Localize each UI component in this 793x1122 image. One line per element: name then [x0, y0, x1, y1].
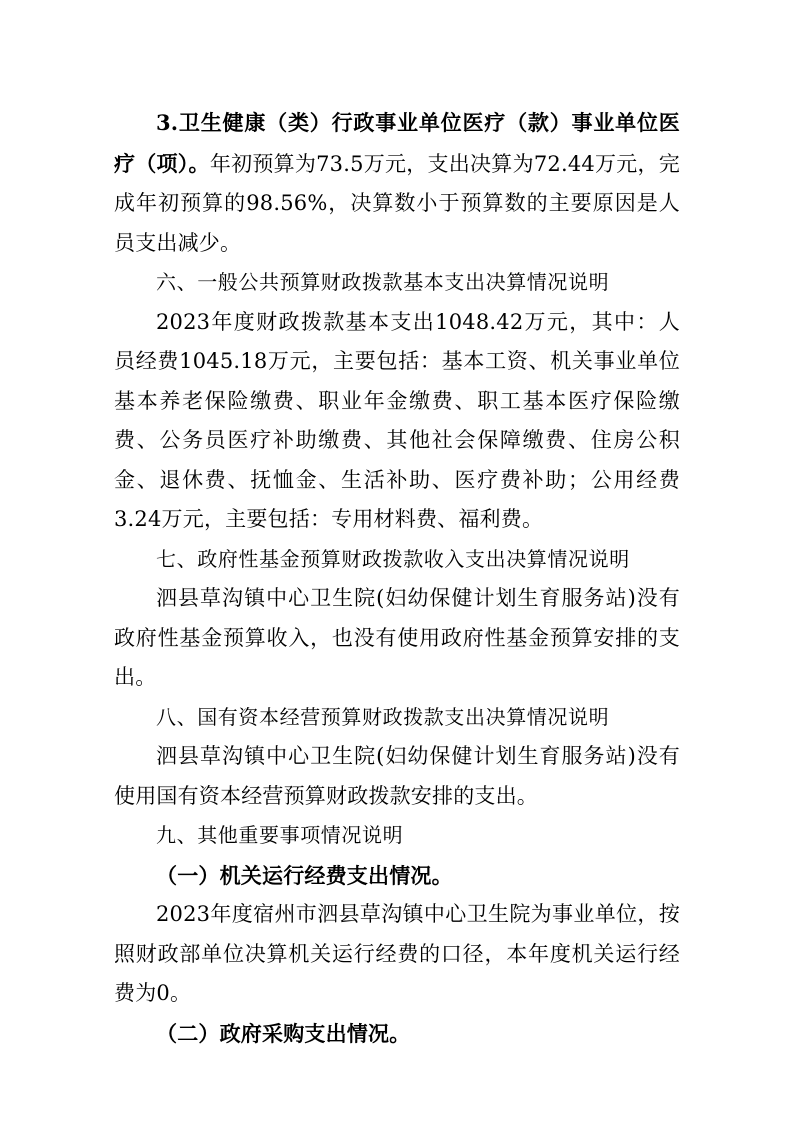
section-9-sub-1-body: 2023年度宿州市泗县草沟镇中心卫生院为事业单位，按照财政部单位决算机关运行经费的口径，本年度机关运行经费为0。 [114, 902, 680, 1005]
section-6-heading: 六、一般公共预算财政拨款基本支出决算情况说明 [156, 270, 610, 294]
item-3-paragraph [114, 103, 680, 263]
section-7-heading: 七、政府性基金预算财政拨款收入支出决算情况说明 [156, 546, 630, 571]
document-body [114, 103, 680, 1053]
section-7-body: 泗县草沟镇中心卫生院(妇幼保健计划生育服务站)没有政府性基金预算收入，也没有使用政府性基金预算安排的支出。 [114, 586, 680, 689]
section-9-sub-2-heading: （二）政府采购支出情况。 [156, 1020, 411, 1046]
section-9-sub-1-heading: （一）机关运行经费支出情况。 [156, 862, 453, 888]
item-3-body: 年初预算为73.5万元，支出决算为72.44万元，完成年初预算的98.56%，决算数小于预算数的主要原因是人员支出减少。 [114, 151, 681, 255]
item-3-title: 3.卫生健康（类）行政事业单位医疗（款）事业单位医疗（项）。 [114, 110, 680, 176]
section-9-heading: 九、其他重要事项情况说明 [156, 823, 404, 847]
section-6-body: 2023年度财政拨款基本支出1048.42万元，其中：人员经费1045.18万元，主要包括：基本工资、机关事业单位基本养老保险缴费、职业年金缴费、职工基本医疗保险缴费、公务员医疗补助缴费、其他社会保障缴费、住房公积金、退休费、抚恤金、生活补助、医疗费补助；公用经费3.24万元，主要包括：专用材料费、福利费。 [114, 309, 680, 531]
section-8-heading: 八、国有资本经营预算财政拨款支出决算情况说明 [156, 704, 610, 729]
section-8-body: 泗县草沟镇中心卫生院(妇幼保健计划生育服务站)没有使用国有资本经营预算财政拨款安排的支出。 [114, 744, 680, 808]
